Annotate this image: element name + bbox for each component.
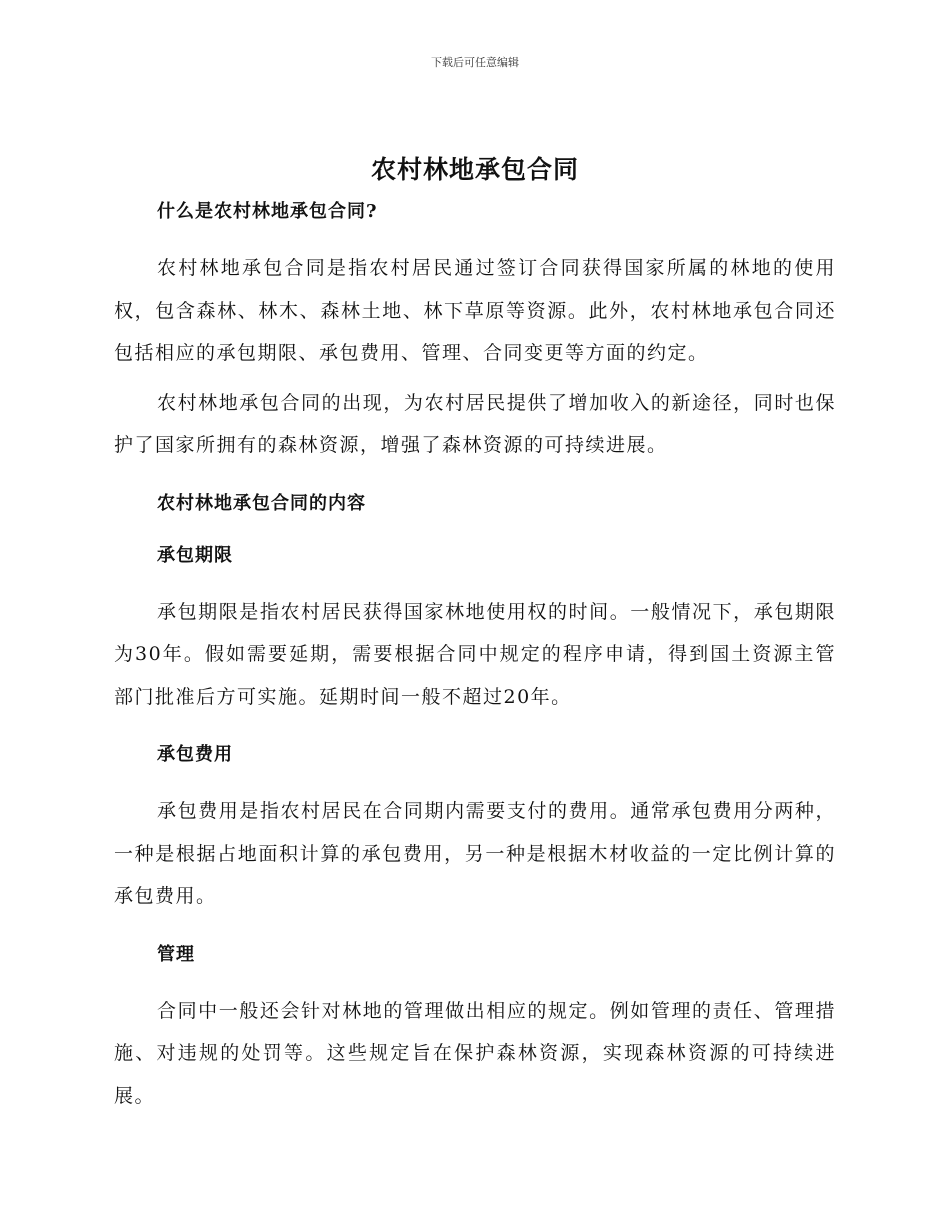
section-heading-what-is: 什么是农村林地承包合同? bbox=[157, 201, 378, 222]
section-heading-contents: 农村林地承包合同的内容 bbox=[157, 492, 366, 514]
document-title: 农村林地承包合同 bbox=[370, 155, 579, 184]
subsection-heading-management: 管理 bbox=[157, 943, 195, 965]
paragraph-significance: 农村林地承包合同的出现，为农村居民提供了增加收入的新途径，同时也保护了国家所拥有的森林资源，增强了森林资源的可持续进展。 bbox=[114, 391, 836, 456]
paragraph-definition: 农村林地承包合同是指农村居民通过签订合同获得国家所属的林地的使用权，包含森林、林木、森林土地、林下草原等资源。此外，农村林地承包合同还包括相应的承包期限、承包费用、管理、合同变更等方面的约定。 bbox=[114, 257, 836, 364]
paragraph-term: 承包期限是指农村居民获得国家林地使用权的时间。一般情况下，承包期限为30年。假如需要延期，需要根据合同中规定的程序申请，得到国土资源主管部门批准后方可实施。延期时间一般不超过20年。 bbox=[114, 600, 836, 708]
header-note: 下载后可任意编辑 bbox=[431, 56, 519, 69]
document-body bbox=[114, 197, 836, 1117]
paragraph-fee: 承包费用是指农村居民在合同期内需要支付的费用。通常承包费用分两种，一种是根据占地面积计算的承包费用，另一种是根据木材收益的一定比例计算的承包费用。 bbox=[114, 800, 836, 907]
paragraph-management: 合同中一般还会针对林地的管理做出相应的规定。例如管理的责任、管理措施、对违规的处罚等。这些规定旨在保护森林资源，实现森林资源的可持续进展。 bbox=[114, 999, 836, 1107]
subsection-heading-term: 承包期限 bbox=[157, 544, 233, 566]
subsection-heading-fee: 承包费用 bbox=[157, 744, 233, 765]
